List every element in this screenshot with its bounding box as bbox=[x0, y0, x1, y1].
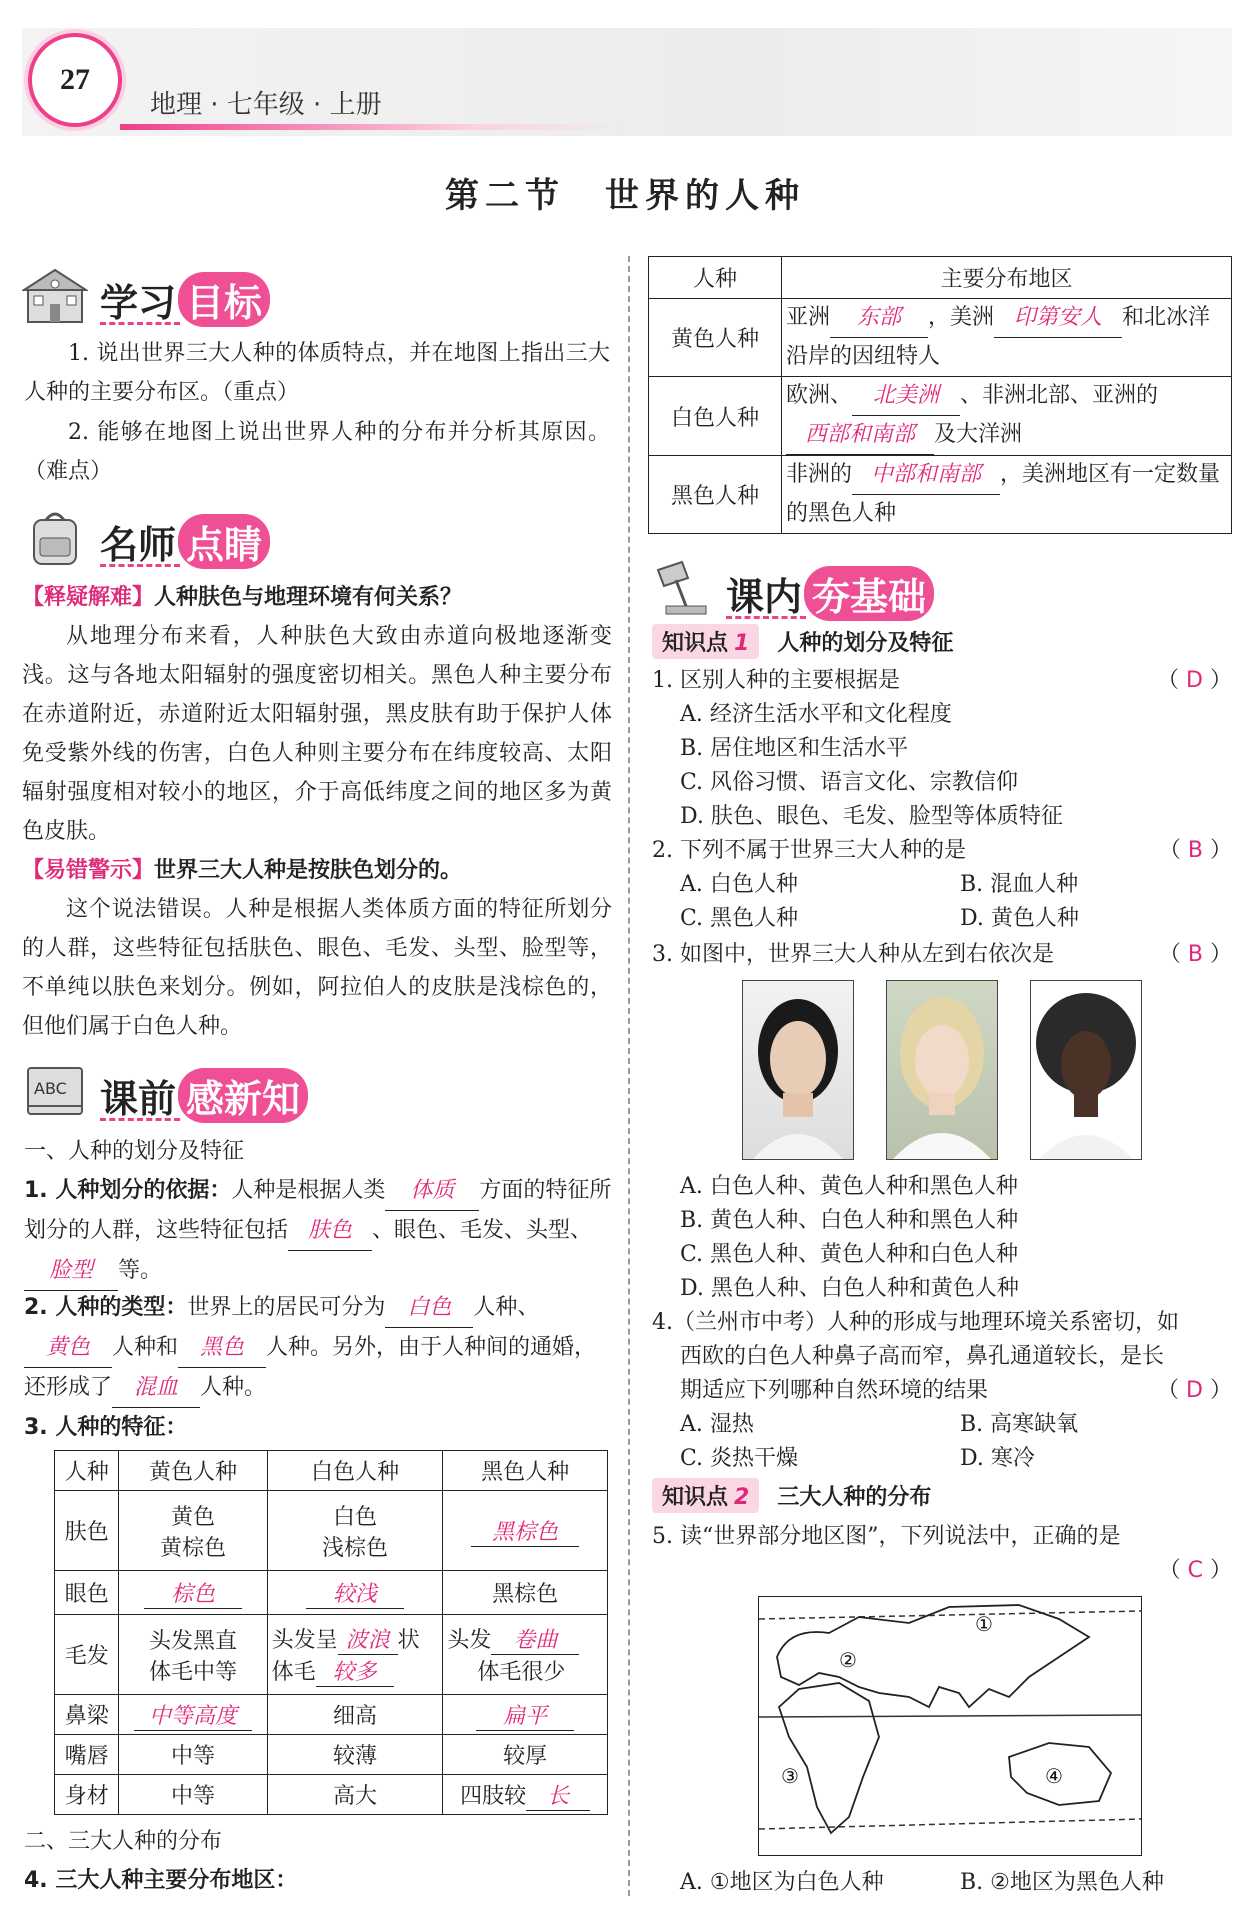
skin-black bbox=[443, 1491, 608, 1571]
cell-text: 四肢较 bbox=[460, 1783, 527, 1809]
photo-white-race bbox=[886, 980, 998, 1160]
paren: ） bbox=[1209, 838, 1232, 863]
section-2-title: 二、三大人种的分布 bbox=[24, 1829, 223, 1854]
q1-text-a: 人种是根据人类 bbox=[231, 1178, 386, 1203]
th-race: 人种 bbox=[649, 257, 782, 299]
row-body-label: 身材 bbox=[55, 1775, 119, 1815]
black-regions bbox=[782, 456, 1232, 534]
th-yellow: 黄色人种 bbox=[119, 1451, 267, 1491]
kp-label: 知识点 bbox=[662, 1485, 729, 1510]
question-text: 4.（兰州市中考）人种的形成与地理环境关系密切，如 bbox=[652, 1310, 1179, 1335]
cell-text: 及大洋洲 bbox=[934, 422, 1023, 447]
question-5 bbox=[652, 1520, 1232, 1588]
cell-text: 体毛很少 bbox=[477, 1660, 566, 1685]
q2-text-e: 人种。另外，由于人种间的通婚，还形成了 bbox=[24, 1335, 597, 1400]
preview-q3-label: 3. 人种的特征： bbox=[24, 1415, 188, 1440]
eye-white-answer: 较浅 bbox=[306, 1577, 404, 1609]
tip-2-body: 这个说法错误。人种是根据人类体质方面的特征所划分的人群，这些特征包括肤色、眼色、毛发、头型、脸型等，不单纯以肤色来划分。例如，阿拉伯人的皮肤是浅棕色的，但他们属于白色人种。 bbox=[22, 897, 612, 1039]
header-underline bbox=[120, 124, 620, 130]
heading-text: 课内 bbox=[726, 575, 803, 619]
answer: D bbox=[1186, 668, 1203, 693]
cell-text: 白色 bbox=[332, 1504, 377, 1530]
cell-text: 状 bbox=[397, 1627, 420, 1653]
paren: （ bbox=[1157, 668, 1180, 693]
map-outline bbox=[759, 1597, 1141, 1855]
photo-black-race bbox=[1030, 980, 1142, 1160]
white-answer-1: 北美洲 bbox=[852, 377, 960, 416]
page-title: 第二节 世界的人种 bbox=[445, 176, 805, 216]
cell-text: 头发 bbox=[447, 1628, 492, 1653]
preview-q2 bbox=[24, 1288, 614, 1408]
cell-text: 亚洲 bbox=[786, 305, 831, 330]
paren: （ bbox=[1158, 838, 1181, 863]
answer-paren bbox=[1159, 938, 1232, 972]
th-region: 主要分布地区 bbox=[782, 257, 1232, 299]
page-number-badge bbox=[28, 33, 122, 127]
lip-yellow: 中等 bbox=[119, 1735, 267, 1775]
q1-answer-2: 肤色 bbox=[288, 1211, 372, 1251]
paren: （ bbox=[1158, 942, 1181, 967]
desk-lamp-icon bbox=[648, 560, 714, 618]
paren: ） bbox=[1209, 1558, 1232, 1583]
cell-text: ，美洲 bbox=[928, 305, 995, 330]
white-regions bbox=[782, 377, 1232, 456]
race-feature-table bbox=[54, 1450, 608, 1815]
hair-black-answer: 卷曲 bbox=[491, 1623, 579, 1655]
row-skin-label: 肤色 bbox=[55, 1491, 119, 1571]
q2-text-d: 人种和 bbox=[112, 1335, 179, 1360]
portrait-photo bbox=[1031, 981, 1141, 1159]
row-nose-label: 鼻梁 bbox=[55, 1695, 119, 1735]
q2-text-f: 人种。 bbox=[200, 1375, 267, 1400]
map-label-4: ④ bbox=[1045, 1764, 1063, 1788]
q2-label: 2. 人种的类型： bbox=[24, 1295, 188, 1320]
cell-text: 黄棕色 bbox=[160, 1535, 227, 1561]
answer-paren bbox=[1157, 664, 1232, 698]
q2-option-b: B. 混血人种 bbox=[960, 872, 1079, 897]
page-number: 27 bbox=[60, 63, 90, 96]
question-text: 西欧的白色人种鼻子高而窄，鼻孔通道较长，是长 bbox=[680, 1344, 1165, 1369]
heading-highlight: 目标 bbox=[178, 272, 270, 327]
nose-black bbox=[443, 1695, 608, 1735]
school-icon bbox=[22, 266, 88, 324]
preview-q1 bbox=[24, 1171, 614, 1291]
heading-highlight: 点睛 bbox=[178, 514, 270, 569]
question-text: 期适应下列哪种自然环境的结果 bbox=[680, 1378, 989, 1403]
tip-1-tag: 【释疑解难】 bbox=[22, 585, 155, 610]
th-black: 黑色人种 bbox=[443, 1451, 608, 1491]
tip-1-body: 从地理分布来看，人种肤色大致由赤道向极地逐渐变浅。这与各地太阳辐射的强度密切相关。黑色人种主要分布在赤道附近，赤道附近太阳辐射强，黑皮肤有助于保护人体免受紫外线的伤害，白色人种则主要分布在纬度较高、太阳辐射强度相对较小的地区，介于高低纬度之间的地区多为黄色皮肤。 bbox=[22, 624, 612, 844]
q2-text-a: 世界上的居民可分为 bbox=[187, 1295, 386, 1320]
paren: ） bbox=[1209, 668, 1232, 693]
q1-text-c: 方面的特征所划分的人群，这些特征包括 bbox=[24, 1178, 612, 1243]
q1-answer-1: 体质 bbox=[385, 1171, 479, 1211]
body-yellow: 中等 bbox=[119, 1775, 267, 1815]
question-3 bbox=[652, 938, 1232, 972]
hair-white-answer-2: 较多 bbox=[316, 1655, 394, 1687]
portrait-photo bbox=[887, 981, 997, 1159]
hair-white bbox=[267, 1615, 443, 1695]
q1-text-d: 、眼色、毛发、头型、 bbox=[372, 1218, 593, 1243]
white-answer-2: 西部和南部 bbox=[786, 416, 934, 455]
tip-1-title bbox=[22, 578, 612, 617]
cell-text: 体毛中等 bbox=[149, 1659, 238, 1685]
portrait-photo bbox=[743, 981, 853, 1159]
kp-title: 三大人种的分布 bbox=[777, 1485, 932, 1510]
svg-text:ABC: ABC bbox=[34, 1079, 67, 1098]
cell-text: ，美洲地区有一定数量的黑色人种 bbox=[786, 462, 1221, 526]
q1-option-d: D. 肤色、眼色、毛发、脸型等体质特征 bbox=[680, 804, 1063, 829]
heading-text: 名师 bbox=[100, 523, 177, 567]
cell-text: 和北冰洋沿岸的因纽特人 bbox=[786, 305, 1211, 369]
heading-highlight: 感新知 bbox=[178, 1068, 308, 1123]
tip-2-title bbox=[22, 851, 612, 890]
cell-text: 黄色 bbox=[171, 1504, 216, 1530]
q2-text-c: 人种、 bbox=[473, 1295, 540, 1320]
world-region-map bbox=[758, 1596, 1142, 1856]
yellow-answer-2: 印第安人 bbox=[994, 299, 1122, 338]
nose-yellow-answer: 中等高度 bbox=[134, 1699, 252, 1731]
skin-black-answer: 黑棕色 bbox=[471, 1515, 579, 1547]
row-yellow-label: 黄色人种 bbox=[649, 299, 782, 377]
question-text: 2. 下列不属于世界三大人种的是 bbox=[652, 838, 966, 863]
cell-text: 体毛 bbox=[271, 1659, 316, 1685]
q1-option-b: B. 居住地区和生活水平 bbox=[680, 736, 909, 761]
cell-text: 头发呈 bbox=[271, 1627, 338, 1653]
question-4 bbox=[652, 1306, 1232, 1408]
paren: ） bbox=[1209, 1378, 1232, 1403]
q4-option-d: D. 寒冷 bbox=[960, 1446, 1035, 1471]
cell-text: 浅棕色 bbox=[321, 1535, 388, 1561]
answer: D bbox=[1186, 1378, 1203, 1403]
teacher-heading bbox=[22, 504, 322, 570]
q1-option-c: C. 风俗习惯、语言文化、宗教信仰 bbox=[680, 770, 1019, 795]
map-label-3: ③ bbox=[781, 1764, 799, 1788]
answer-paren bbox=[1159, 834, 1232, 868]
q2-answer-2: 黄色 bbox=[24, 1328, 112, 1368]
question-text: 3. 如图中，世界三大人种从左到右依次是 bbox=[652, 942, 1054, 967]
column-divider bbox=[628, 256, 630, 1896]
hair-white-answer-1: 波浪 bbox=[338, 1623, 398, 1655]
skin-white bbox=[267, 1491, 443, 1571]
row-white-label: 白色人种 bbox=[649, 377, 782, 456]
nose-black-answer: 扁平 bbox=[476, 1699, 574, 1731]
tip-2-question: 世界三大人种是按肤色划分的。 bbox=[154, 858, 463, 883]
q3-option-b: B. 黄色人种、白色人种和黑色人种 bbox=[680, 1208, 1019, 1233]
q1-text-e: 等。 bbox=[118, 1258, 163, 1283]
answer: B bbox=[1187, 838, 1203, 863]
nose-white: 细高 bbox=[267, 1695, 443, 1735]
kp-title: 人种的划分及特征 bbox=[777, 631, 954, 656]
q2-option-a: A. 白色人种 bbox=[680, 872, 798, 897]
hair-black bbox=[443, 1615, 608, 1695]
study-goal-heading bbox=[22, 262, 322, 328]
row-lip-label: 嘴唇 bbox=[55, 1735, 119, 1775]
eye-white bbox=[267, 1571, 443, 1615]
preview-q4-label: 4. 三大人种主要分布地区： bbox=[24, 1868, 298, 1893]
black-answer-1: 中部和南部 bbox=[852, 456, 1000, 495]
cell-text: 头发黑直 bbox=[149, 1628, 238, 1654]
body-black-answer: 长 bbox=[526, 1779, 590, 1811]
q4-option-b: B. 高寒缺氧 bbox=[960, 1412, 1079, 1437]
skin-yellow bbox=[119, 1491, 267, 1571]
q4-option-c: C. 炎热干燥 bbox=[680, 1446, 799, 1471]
question-text: 1. 区别人种的主要根据是 bbox=[652, 668, 900, 693]
tip-2-tag: 【易错警示】 bbox=[22, 858, 155, 883]
yellow-regions bbox=[782, 299, 1232, 377]
backpack-icon bbox=[22, 508, 88, 566]
kp-number: 2 bbox=[734, 1485, 750, 1510]
q2-answer-3: 黑色 bbox=[178, 1328, 266, 1368]
eye-black: 黑棕色 bbox=[443, 1571, 608, 1615]
section-1-title: 一、人种的划分及特征 bbox=[24, 1139, 245, 1164]
subject-label: 地理 · 七年级 · 上册 bbox=[150, 90, 382, 120]
lip-black: 较厚 bbox=[443, 1735, 608, 1775]
row-black-label: 黑色人种 bbox=[649, 456, 782, 534]
q5-option-b: B. ②地区为黑色人种 bbox=[960, 1870, 1164, 1895]
knowledge-point-1 bbox=[652, 624, 953, 663]
map-label-2: ② bbox=[839, 1648, 857, 1672]
preview-heading bbox=[22, 1058, 342, 1124]
goal-item-1: 1. 说出世界三大人种的体质特点，并在地图上指出三大人种的主要分布区。（重点） bbox=[24, 341, 610, 405]
nose-yellow bbox=[119, 1695, 267, 1735]
row-eye-label: 眼色 bbox=[55, 1571, 119, 1615]
eye-yellow bbox=[119, 1571, 267, 1615]
question-2 bbox=[652, 834, 1232, 868]
photo-yellow-race bbox=[742, 980, 854, 1160]
q2-option-c: C. 黑色人种 bbox=[680, 906, 799, 931]
class-heading bbox=[648, 556, 988, 622]
q1-option-a: A. 经济生活水平和文化程度 bbox=[680, 702, 952, 727]
row-hair-label: 毛发 bbox=[55, 1615, 119, 1695]
body-white: 高大 bbox=[267, 1775, 443, 1815]
paren: （ bbox=[1158, 1558, 1181, 1583]
cell-text: 、非洲北部、亚洲的 bbox=[960, 383, 1159, 408]
heading-text: 课前 bbox=[100, 1077, 177, 1121]
answer: C bbox=[1187, 1558, 1203, 1583]
eye-yellow-answer: 棕色 bbox=[144, 1577, 242, 1609]
question-1 bbox=[652, 664, 1232, 698]
distribution-table bbox=[648, 256, 1232, 534]
heading-text: 学习 bbox=[100, 281, 177, 325]
question-text: 5. 读“世界部分地区图”，下列说法中，正确的是 bbox=[652, 1524, 1121, 1549]
q3-option-c: C. 黑色人种、黄色人种和白色人种 bbox=[680, 1242, 1019, 1267]
q1-answer-3: 脸型 bbox=[24, 1251, 118, 1291]
kp-label: 知识点 bbox=[662, 631, 729, 656]
th-race: 人种 bbox=[55, 1451, 119, 1491]
heading-highlight: 夯基础 bbox=[804, 566, 934, 621]
paren: ） bbox=[1209, 942, 1232, 967]
hair-yellow bbox=[119, 1615, 267, 1695]
q1-label: 1. 人种划分的依据： bbox=[24, 1178, 232, 1203]
th-white: 白色人种 bbox=[267, 1451, 443, 1491]
q4-option-a: A. 湿热 bbox=[680, 1412, 754, 1437]
q2-answer-4: 混血 bbox=[112, 1368, 200, 1408]
knowledge-point-2 bbox=[652, 1478, 931, 1517]
cell-text: 非洲的 bbox=[786, 462, 853, 487]
answer: B bbox=[1187, 942, 1203, 967]
yellow-answer-1: 东部 bbox=[830, 299, 928, 338]
tip-1-question: 人种肤色与地理环境有何关系？ bbox=[154, 585, 463, 610]
q3-option-a: A. 白色人种、黄色人种和黑色人种 bbox=[680, 1174, 1018, 1199]
q2-answer-1: 白色 bbox=[385, 1288, 473, 1328]
abc-book-icon bbox=[22, 1062, 88, 1120]
map-label-1: ① bbox=[975, 1612, 993, 1636]
goal-item-2: 2. 能够在地图上说出世界人种的分布并分析其原因。（难点） bbox=[24, 420, 610, 484]
body-black bbox=[443, 1775, 608, 1815]
q5-option-a: A. ①地区为白色人种 bbox=[680, 1870, 884, 1895]
q3-option-d: D. 黑色人种、白色人种和黄色人种 bbox=[680, 1276, 1019, 1301]
paren: （ bbox=[1157, 1378, 1180, 1403]
cell-text: 欧洲、 bbox=[786, 383, 853, 408]
kp-number: 1 bbox=[734, 631, 750, 656]
answer-paren bbox=[1157, 1374, 1232, 1408]
q2-option-d: D. 黄色人种 bbox=[960, 906, 1079, 931]
lip-white: 较薄 bbox=[267, 1735, 443, 1775]
